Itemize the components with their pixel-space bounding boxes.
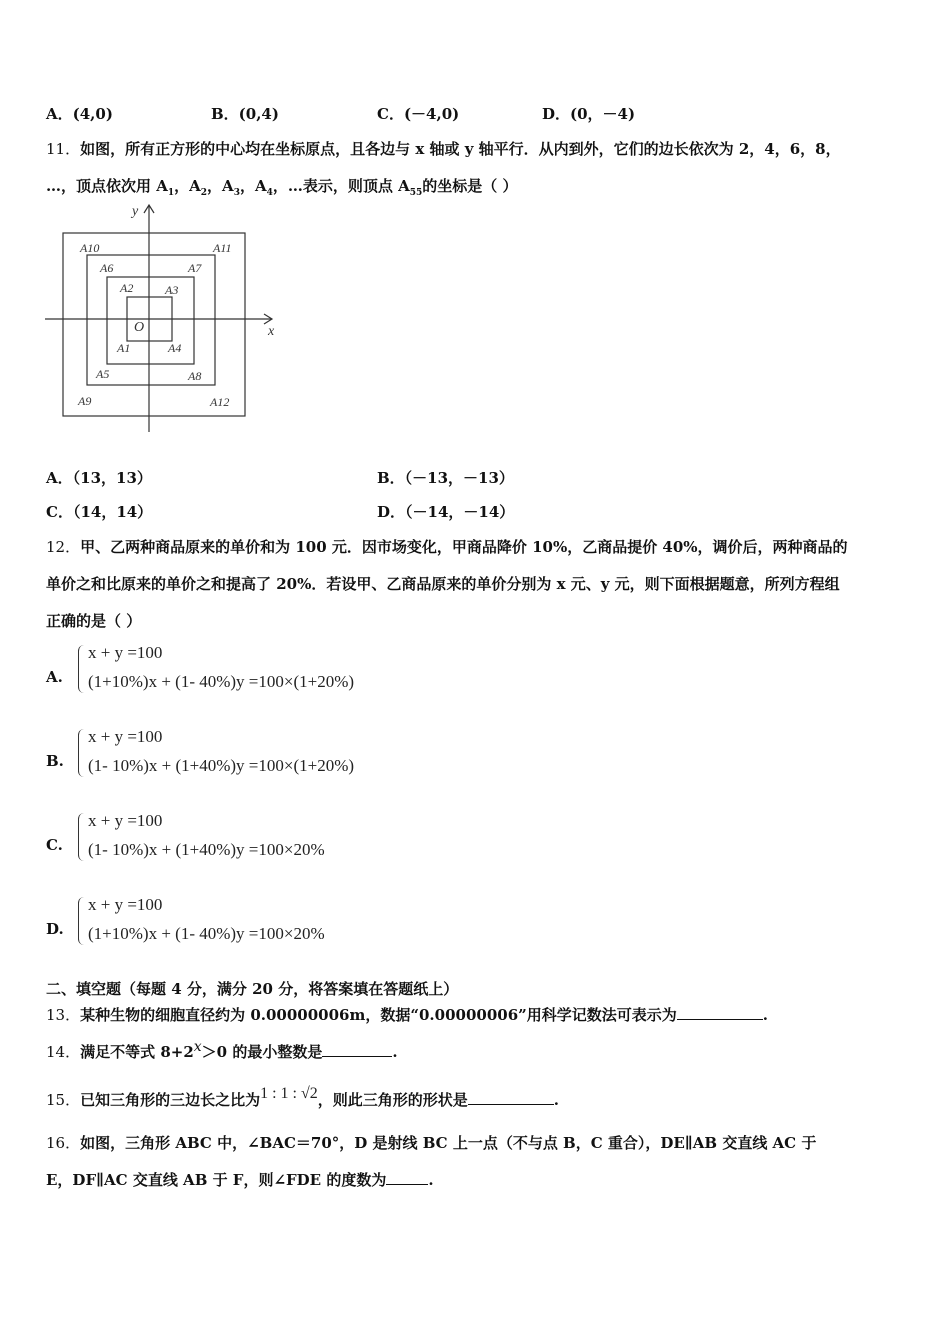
q14-exponent: x: [193, 1039, 202, 1055]
brace-icon: [78, 897, 85, 945]
q14-end: .: [392, 1043, 398, 1061]
q12-text1: 甲、乙两种商品原来的单价和为 100 元．因市场变化，甲商品降价 10%，乙商品提价 40%，调价后，两种商品的: [80, 538, 848, 556]
q11-number: 11．: [46, 140, 81, 158]
q11-text2f: 的坐标是（ ）: [422, 177, 518, 195]
q15: [46, 1085, 559, 1110]
label-a2: A2: [120, 281, 134, 295]
q11-sub3: 3: [233, 188, 240, 198]
q15-ratio: 1 : 1 : √2: [260, 1085, 318, 1102]
axis-y-label: y: [132, 204, 139, 219]
q10-option-a: A．(4,0): [46, 105, 113, 123]
q13-end: .: [762, 1006, 768, 1024]
label-a10: A10: [80, 241, 100, 255]
q11-option-d: D．（－14，－14）: [377, 503, 515, 521]
axis-x-label: x: [268, 324, 275, 339]
q11-text2e: ，…表示，则顶点 A: [272, 177, 410, 195]
q11-sub2: 2: [200, 188, 208, 198]
q13-text: 某种生物的细胞直径约为 0.00000006m，数据“0.00000006”用科学记数法可表示为: [80, 1006, 677, 1024]
q12-c-eq2: (1- 10%)x + (1+40%)y =100×20%: [88, 840, 325, 859]
label-a5: A5: [96, 367, 110, 381]
q11-sub55: 55: [409, 188, 423, 198]
label-a12: A12: [210, 395, 230, 409]
origin-label: O: [134, 320, 145, 335]
q12-line3: 正确的是（ ）: [46, 612, 142, 630]
q11-sub1: 1: [167, 188, 175, 198]
label-a1: A1: [117, 341, 131, 355]
q11-figure: [42, 200, 282, 435]
q12-number: 12．: [46, 538, 81, 556]
q12-d-eq1: x + y =100: [88, 895, 163, 914]
q10-option-b: B．(0,4): [211, 105, 279, 123]
q14: [46, 1039, 398, 1062]
q12-a-eq2: (1+10%)x + (1- 40%)y =100×(1+20%): [88, 672, 355, 691]
brace-icon: [78, 813, 85, 861]
q12-b-eq1: x + y =100: [88, 727, 163, 746]
q12-line2: 单价之和比原来的单价之和提高了 20%．若设甲、乙商品原来的单价分别为 x 元、y 元，则下面根据题意，所列方程组: [46, 575, 840, 593]
label-a7: A7: [188, 261, 202, 275]
brace-icon: [78, 729, 85, 777]
q11-line1: [46, 138, 841, 159]
q11-option-b: B．（－13，－13）: [377, 469, 514, 487]
q16-number: 16．: [46, 1134, 81, 1152]
q15-text-b: ，则此三角形的形状是: [317, 1091, 468, 1109]
q12-option-c-label: C.: [46, 836, 63, 854]
label-a11: A11: [213, 241, 232, 255]
section2-heading: 二、填空题（每题 4 分，满分 20 分，将答案填在答题纸上）: [46, 980, 459, 998]
q16-end: .: [428, 1171, 434, 1189]
q14-text-b: ＞0 的最小整数是: [201, 1043, 323, 1061]
q15-answer-blank[interactable]: [468, 1090, 554, 1105]
q12-b-eq2: (1- 10%)x + (1+40%)y =100×(1+20%): [88, 756, 355, 775]
q13-number: 13．: [46, 1006, 81, 1024]
label-a9: A9: [78, 394, 92, 408]
q11-line2: [46, 175, 518, 198]
label-a3: A3: [165, 283, 179, 297]
q10-option-d: D．(0，－4): [542, 105, 636, 123]
q12-option-b-label: B.: [46, 752, 64, 770]
q11-text2b: ，A: [174, 177, 201, 195]
q16-answer-blank[interactable]: [386, 1170, 428, 1185]
q15-end: .: [553, 1091, 560, 1109]
label-a6: A6: [100, 261, 114, 275]
q15-number: 15．: [46, 1091, 81, 1109]
q16-line1: [46, 1132, 816, 1153]
q12-d-eq2: (1+10%)x + (1- 40%)y =100×20%: [88, 924, 325, 943]
q12-c-eq1: x + y =100: [88, 811, 163, 830]
q16-line2: [46, 1169, 434, 1190]
q14-answer-blank[interactable]: [322, 1042, 392, 1057]
q15-text-a: 已知三角形的三边长之比为: [80, 1091, 261, 1109]
q11-text1: 如图，所有正方形的中心均在坐标原点，且各边与 x 轴或 y 轴平行．从内到外，它们的边长依次为 2，4，6，8，: [80, 140, 841, 158]
q11-option-c: C．（14，14）: [46, 503, 153, 521]
q16-text1: 如图，三角形 ABC 中，∠BAC＝70°，D 是射线 BC 上一点（不与点 B，C 重合），DE∥AB 交直线 AC 于: [80, 1134, 817, 1152]
label-a4: A4: [168, 341, 182, 355]
q11-text2a: …，顶点依次用 A: [46, 177, 168, 195]
q12-a-eq1: x + y =100: [88, 643, 163, 662]
q12-option-a-label: A.: [46, 668, 63, 686]
q14-number: 14．: [46, 1043, 81, 1061]
brace-icon: [78, 645, 85, 693]
q12-option-d-label: D.: [46, 920, 64, 938]
q10-option-c: C．(－4,0): [377, 105, 460, 123]
q13-answer-blank[interactable]: [677, 1005, 763, 1020]
q14-text-a: 满足不等式 8+2: [80, 1043, 194, 1061]
q16-text2: E，DF∥AC 交直线 AB 于 F，则∠FDE 的度数为: [46, 1171, 387, 1189]
q13: [46, 1004, 768, 1025]
q11-sub4: 4: [266, 188, 273, 198]
square-4: [63, 233, 245, 416]
q11-text2d: ，A: [239, 177, 267, 195]
q11-option-a: A．（13，13）: [46, 469, 152, 487]
q11-text2c: ，A: [207, 177, 234, 195]
q12-line1: [46, 536, 848, 557]
label-a8: A8: [188, 369, 202, 383]
